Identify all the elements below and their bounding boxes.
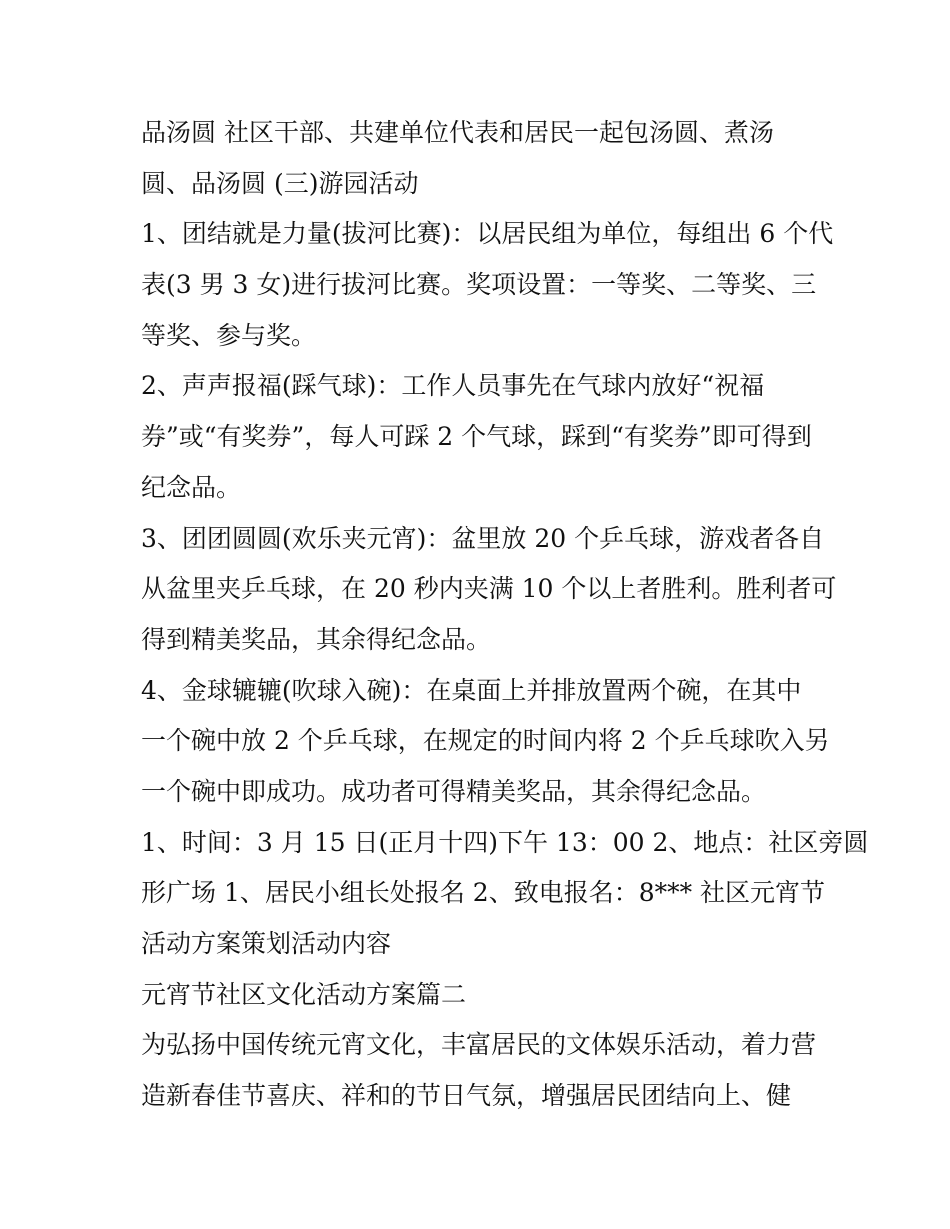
text-line: 一个碗中即成功。成功者可得精美奖品，其余得纪念品。 bbox=[141, 776, 767, 806]
text-line: 等奖、参与奖。 bbox=[141, 320, 317, 350]
text-line: 从盆里夹乒乓球，在 20 秒内夹满 10 个以上者胜利。胜利者可 bbox=[141, 574, 837, 604]
text-line: 1、时间：3 月 15 日(正月十四)下午 13：00 2、地点：社区旁圆 bbox=[141, 827, 869, 857]
text-line: 纪念品。 bbox=[141, 472, 242, 502]
text-line: 为弘扬中国传统元宵文化，丰富居民的文体娱乐活动，着力营 bbox=[141, 1030, 817, 1060]
text-line: 形广场 1、居民小组长处报名 2、致电报名：8*** 社区元宵节 bbox=[141, 878, 826, 908]
text-line: 3、团团圆圆(欢乐夹元宵)：盆里放 20 个乒乓球，游戏者各自 bbox=[141, 523, 825, 553]
text-line: 2、声声报福(踩气球)：工作人员事先在气球内放好“祝福 bbox=[141, 371, 765, 401]
text-line: 品汤圆 社区干部、共建单位代表和居民一起包汤圆、煮汤 bbox=[141, 118, 774, 147]
text-line: 表(3 男 3 女)进行拔河比赛。奖项设置：一等奖、二等奖、三 bbox=[141, 270, 817, 300]
text-line: 造新春佳节喜庆、祥和的节日气氛，增强居民团结向上、健 bbox=[141, 1081, 792, 1111]
text-line: 圆、品汤圆 (三)游园活动 bbox=[141, 168, 419, 198]
text-line: 1、团结就是力量(拔河比赛)：以居民组为单位，每组出 6 个代 bbox=[141, 219, 834, 249]
text-line: 一个碗中放 2 个乒乓球，在规定的时间内将 2 个乒乓球吹入另 bbox=[141, 726, 830, 756]
section-heading: 元宵节社区文化活动方案篇二 bbox=[141, 979, 467, 1009]
document-body bbox=[141, 108, 869, 1122]
text-line: 券”或“有奖券”，每人可踩 2 个气球，踩到“有奖券”即可得到 bbox=[141, 422, 812, 452]
text-line: 4、金球辘辘(吹球入碗)：在桌面上并排放置两个碗，在其中 bbox=[141, 675, 802, 705]
text-line: 得到精美奖品，其余得纪念品。 bbox=[141, 624, 492, 654]
text-line: 活动方案策划活动内容 bbox=[141, 929, 392, 958]
